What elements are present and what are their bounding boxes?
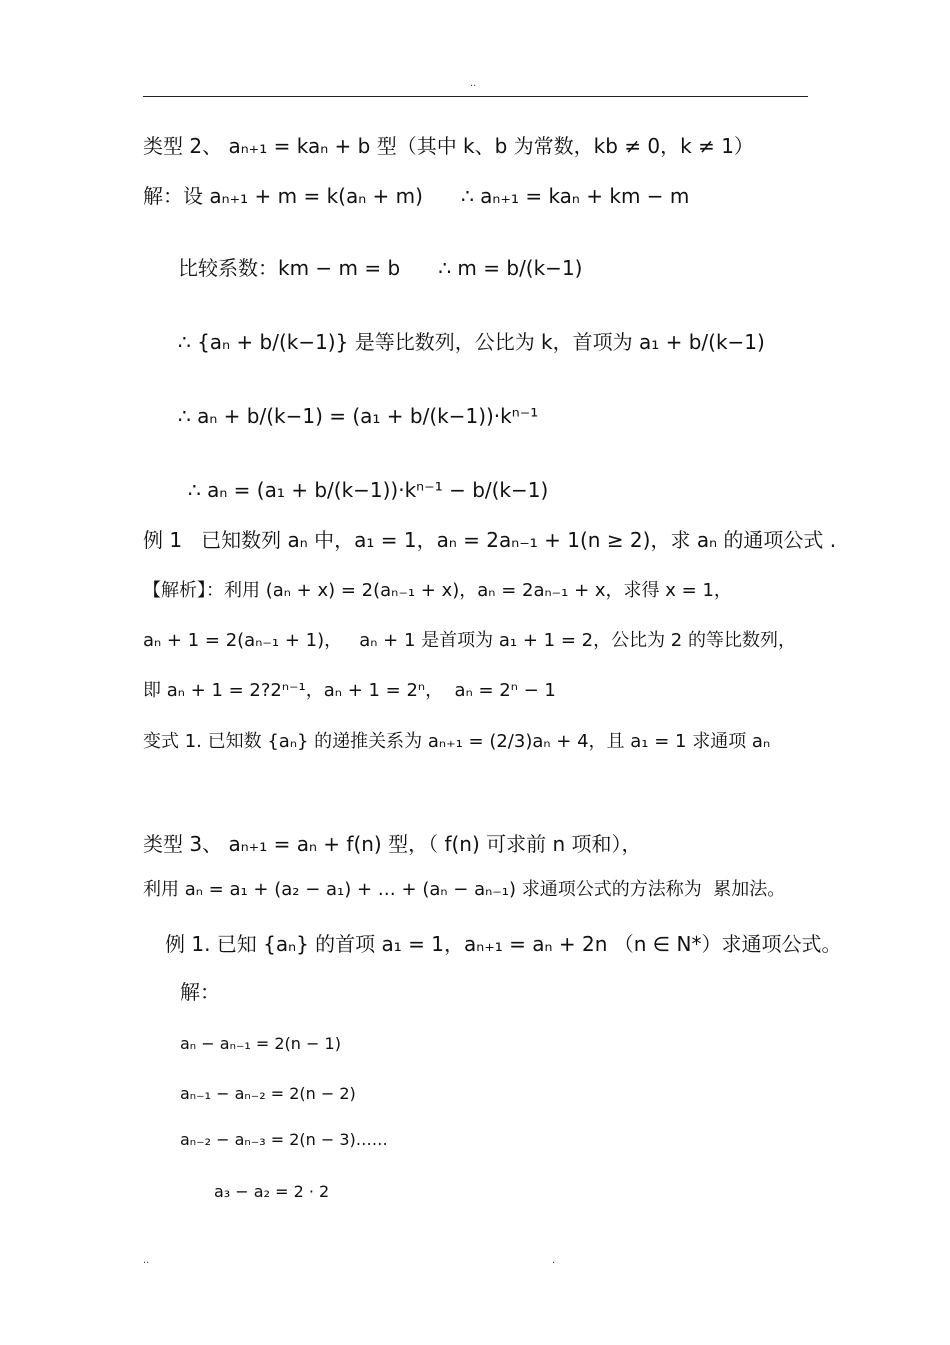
type2-compare-coefficients: 比较系数：km − m = b ∴ m = b/(k−1) xyxy=(178,256,583,280)
equation-line-1: aₙ − aₙ₋₁ = 2(n − 1) xyxy=(180,1034,341,1053)
example1-analysis-continued: aₙ + 1 = 2(aₙ₋₁ + 1)， aₙ + 1 是首项为 a₁ + 1 = 2，公比为 2 的等比数列， xyxy=(143,630,796,651)
type2-formula-step: ∴ aₙ + b/(k−1) = (a₁ + b/(k−1))·kⁿ⁻¹ xyxy=(178,404,539,428)
example1-result: 即 aₙ + 1 = 2?2ⁿ⁻¹，aₙ + 1 = 2ⁿ， aₙ = 2ⁿ − 1 xyxy=(143,680,556,701)
type3-solution-label: 解： xyxy=(180,980,220,1004)
footer-marker-left: .. xyxy=(143,1255,150,1266)
type3-example1-statement: 例 1. 已知 {aₙ} 的首项 a₁ = 1，aₙ₊₁ = aₙ + 2n （n ∈ N*）求通项公式。 xyxy=(165,932,842,956)
variant1-statement: 变式 1. 已知数 {aₙ} 的递推关系为 aₙ₊₁ = (2/3)aₙ + 4，且 a₁ = 1 求通项 aₙ xyxy=(143,731,771,752)
header-rule xyxy=(143,96,808,97)
type2-solution-setup: 解：设 aₙ₊₁ + m = k(aₙ + m) ∴ aₙ₊₁ = kaₙ + km − m xyxy=(143,184,690,208)
type3-method: 利用 aₙ = a₁ + (a₂ − a₁) + … + (aₙ − aₙ₋₁) 求通项公式的方法称为 累加法。 xyxy=(143,879,786,900)
equation-line-3: aₙ₋₂ − aₙ₋₃ = 2(n − 3)…… xyxy=(180,1130,388,1149)
type3-heading: 类型 3、 aₙ₊₁ = aₙ + f(n) 型，（ f(n) 可求前 n 项和）， xyxy=(143,832,642,856)
example1-statement: 例 1 已知数列 aₙ 中，a₁ = 1，aₙ = 2aₙ₋₁ + 1(n ≥ 2)，求 aₙ 的通项公式 . xyxy=(143,528,837,552)
equation-line-4: a₃ − a₂ = 2 · 2 xyxy=(214,1182,330,1201)
type2-geometric-sequence-claim: ∴ {aₙ + b/(k−1)} 是等比数列，公比为 k，首项为 a₁ + b/(k−1) xyxy=(178,330,765,354)
header-marker: .. xyxy=(470,78,477,89)
example1-analysis: 【解析】：利用 (aₙ + x) = 2(aₙ₋₁ + x)，aₙ = 2aₙ₋₁ + x，求得 x = 1， xyxy=(143,580,732,601)
type2-heading: 类型 2、 aₙ₊₁ = kaₙ + b 型（其中 k、b 为常数，kb ≠ 0，k ≠ 1） xyxy=(143,134,754,158)
type2-general-term: ∴ aₙ = (a₁ + b/(k−1))·kⁿ⁻¹ − b/(k−1) xyxy=(188,478,549,502)
equation-line-2: aₙ₋₁ − aₙ₋₂ = 2(n − 2) xyxy=(180,1084,356,1103)
footer-marker-right: . xyxy=(552,1255,556,1266)
